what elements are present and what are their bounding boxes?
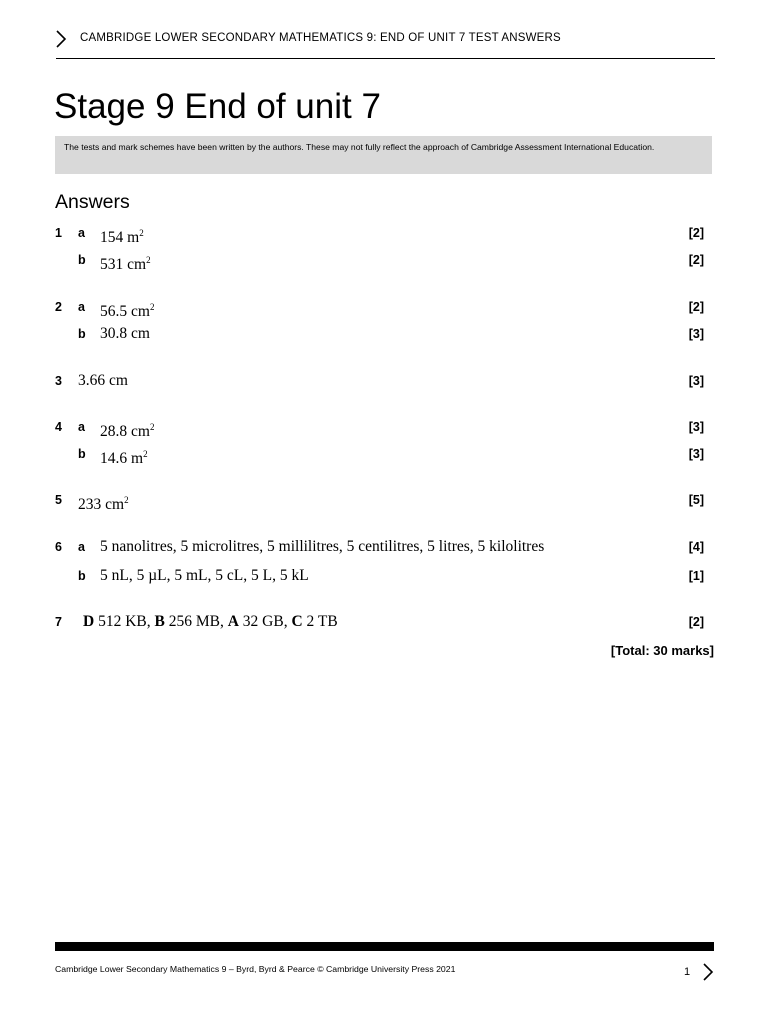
part-label: a	[78, 420, 85, 434]
disclaimer-box: The tests and mark schemes have been written by the authors. These may not fully reflect the approach of Cambridge Assessment International Education.	[55, 136, 712, 174]
footer-bar	[55, 942, 714, 951]
answer-value: 56.5 cm	[100, 303, 150, 321]
option-value: 32 GB	[242, 613, 284, 630]
unit-exponent: 2	[146, 255, 151, 265]
answer-text	[100, 565, 309, 587]
answer-row	[0, 323, 768, 347]
answer-text	[78, 370, 128, 392]
marks: [2]	[688, 300, 704, 314]
part-label: b	[78, 253, 86, 267]
option-letter: D	[83, 613, 95, 630]
option-letter: A	[227, 613, 239, 630]
question-number: 6	[55, 540, 62, 554]
part-label: a	[78, 300, 85, 314]
unit-exponent: 2	[143, 449, 148, 459]
answer-value: 3.66 cm	[78, 372, 128, 389]
unit-exponent: 2	[139, 228, 144, 238]
question-number: 1	[55, 226, 62, 240]
question-number: 2	[55, 300, 62, 314]
option-letter: C	[291, 613, 303, 630]
page-title: Stage 9 End of unit 7	[54, 87, 381, 126]
question-number: 4	[55, 420, 62, 434]
answer-value: 154 m	[100, 229, 140, 247]
footer-copyright: Cambridge Lower Secondary Mathematics 9 – Byrd, Byrd & Pearce © Cambridge University Press 2021	[55, 964, 456, 974]
option-value: 512 KB	[98, 613, 147, 630]
page-number: 1	[684, 966, 691, 978]
marks: [1]	[688, 569, 704, 583]
answer-row	[0, 249, 768, 273]
question-number: 7	[55, 615, 62, 629]
chevron-right-icon	[52, 30, 70, 48]
chevron-right-icon[interactable]	[700, 963, 716, 981]
question-number: 5	[55, 493, 62, 507]
answer-text	[100, 323, 150, 345]
answer-text	[100, 296, 154, 323]
answer-row	[0, 222, 768, 246]
part-label: b	[78, 327, 86, 341]
answer-row	[0, 611, 768, 635]
answer-row	[0, 416, 768, 440]
answer-row	[0, 489, 768, 513]
marks: [2]	[688, 226, 704, 240]
marks: [3]	[688, 374, 704, 388]
answer-value: 14.6 m	[100, 450, 144, 468]
unit-exponent: 2	[149, 302, 155, 312]
answer-value: 28.8 cm	[100, 423, 150, 441]
answer-row	[0, 565, 768, 589]
marks: [4]	[688, 540, 704, 554]
marks: [2]	[688, 615, 704, 629]
answer-text	[100, 416, 154, 443]
answer-value: 30.8 cm	[100, 325, 150, 342]
answer-text	[100, 536, 544, 558]
question-number: 3	[55, 374, 62, 388]
answer-row	[0, 370, 768, 394]
unit-exponent: 2	[124, 495, 129, 505]
option-value: 2 TB	[306, 613, 338, 630]
answer-value: 5 nanolitres, 5 microlitres, 5 millilitres, 5 centilitres, 5 litres, 5 kilolitres	[100, 538, 545, 555]
marks: [3]	[688, 447, 704, 461]
total-marks: [Total: 30 marks]	[610, 643, 714, 658]
part-label: b	[78, 447, 86, 461]
answers-heading: Answers	[55, 191, 130, 213]
answer-value: 233 cm	[78, 496, 125, 514]
answer-text	[100, 249, 151, 276]
answer-text	[78, 489, 129, 516]
marks: [5]	[688, 493, 704, 507]
part-label: a	[78, 226, 85, 240]
answer-value: 531 cm	[100, 256, 147, 274]
answer-row	[0, 443, 768, 467]
marks: [2]	[688, 253, 704, 267]
part-label: b	[78, 569, 86, 583]
header-rule	[56, 58, 715, 59]
answer-value: 5 nL, 5 µL, 5 mL, 5 cL, 5 L, 5 kL	[100, 567, 309, 584]
answer-text	[100, 443, 148, 470]
answer-row	[0, 536, 768, 560]
unit-exponent: 2	[149, 422, 155, 432]
answer-row	[0, 296, 768, 320]
option-value: 256 MB	[168, 613, 220, 630]
running-header: CAMBRIDGE LOWER SECONDARY MATHEMATICS 9: END OF UNIT 7 TEST ANSWERS	[80, 32, 561, 44]
option-letter: B	[154, 613, 165, 630]
marks: [3]	[688, 327, 704, 341]
answer-text	[100, 222, 144, 249]
marks: [3]	[688, 420, 704, 434]
part-label: a	[78, 540, 85, 554]
answer-text: D 512 KB, B 256 MB, A 32 GB, C 2 TB	[83, 613, 338, 630]
